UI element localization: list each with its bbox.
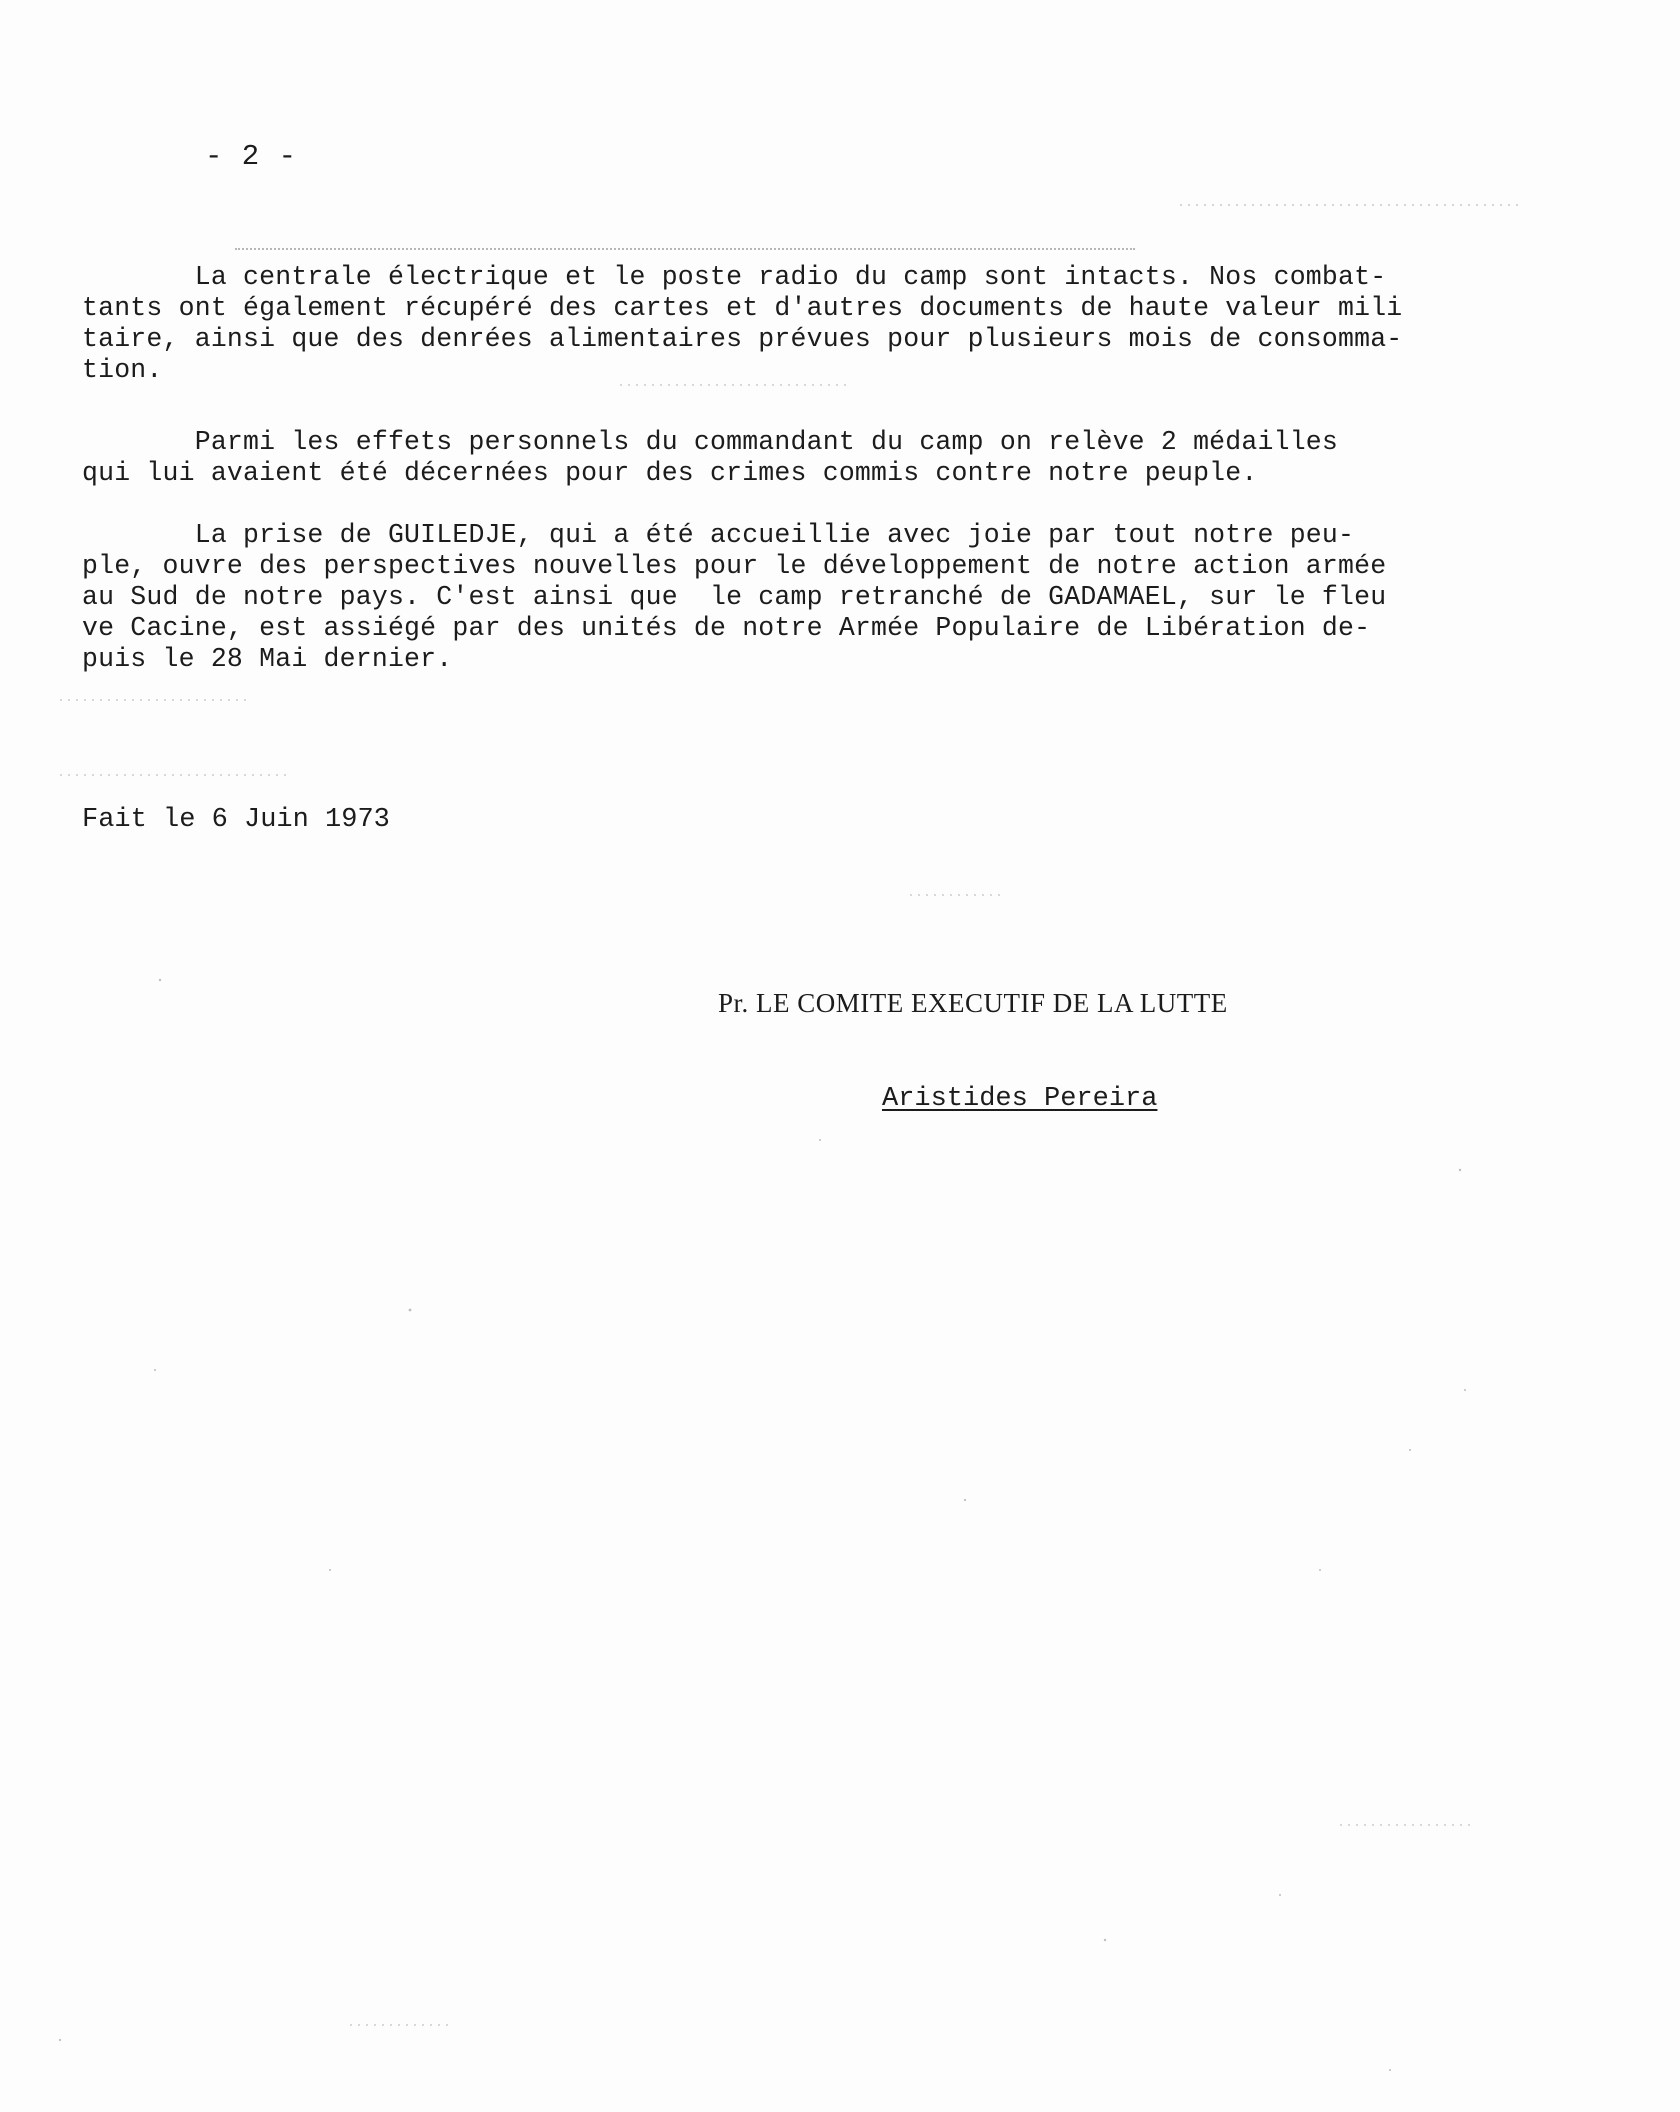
paragraph-guiledje: La prise de GUILEDJE, qui a été accueillie avec joie par tout notre peu- ple, ouvre des perspectives nouvelles pour le développement de notre action armée au Sud de notre pays. C'est ainsi que le camp retranché de GADAMAEL, sur le fleu ve Cacine, est assiégé par des unités de notre Armée Populaire de Libération de- puis le 28 Mai dernier. <box>82 520 1387 674</box>
date-line: Fait le 6 Juin 1973 <box>82 805 390 835</box>
paragraph-power-station: La centrale électrique et le poste radio du camp sont intacts. Nos combat- tants ont également récupéré des cartes et d'autres documents de haute valeur mili taire, ainsi que des denrées alimentaires prévues pour plusieurs mois de consomma- tion. <box>82 262 1403 385</box>
signature-name: Aristides Pereira <box>882 1084 1158 1114</box>
header-rule <box>235 248 1135 250</box>
paragraph-medals: Parmi les effets personnels du commandant du camp on relève 2 médailles qui lui avaient été décernées pour des crimes commis contre notre peuple. <box>82 427 1339 488</box>
signature-organization: Pr. LE COMITE EXECUTIF DE LA LUTTE <box>718 988 1228 1018</box>
page-number: - 2 - <box>205 140 298 173</box>
